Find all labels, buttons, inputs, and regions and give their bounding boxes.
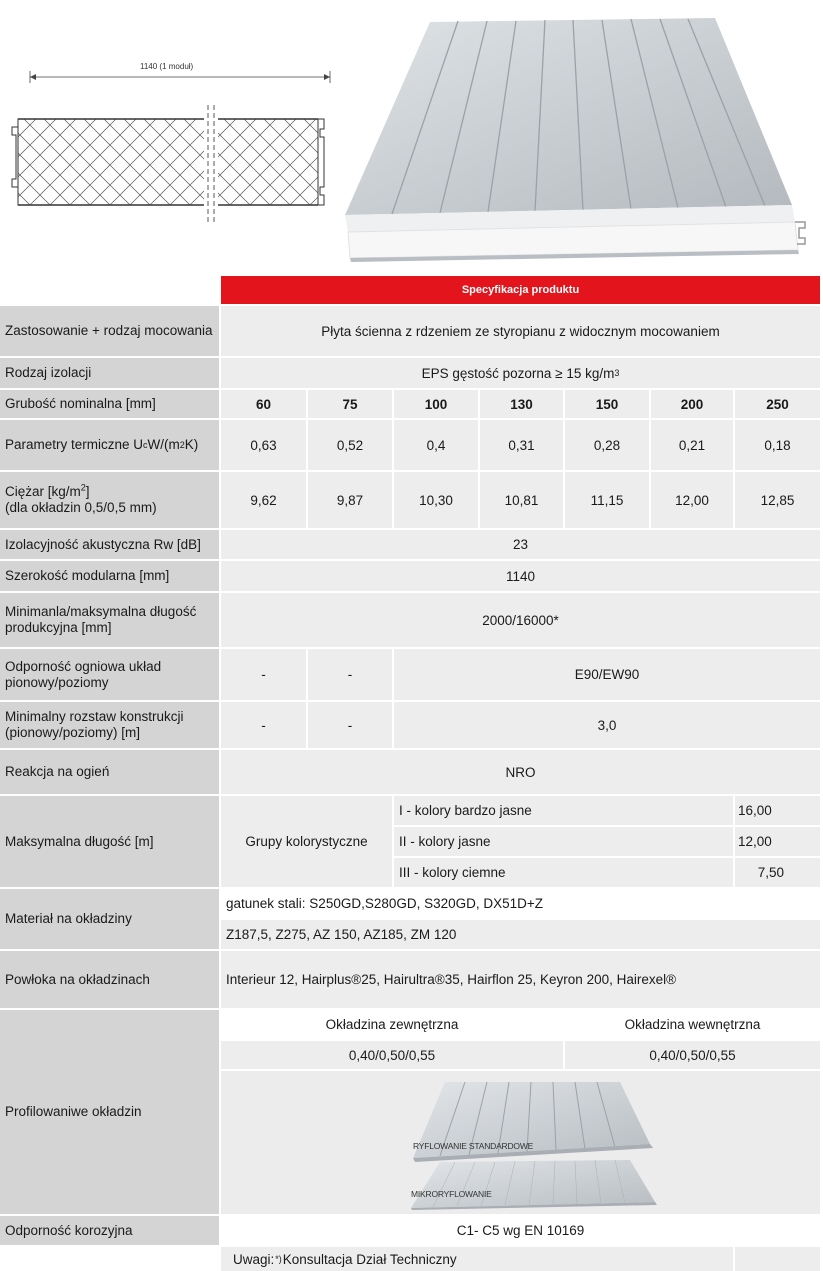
label-corrosion: Odporność korozyjna: [0, 1216, 219, 1245]
color-groups-label: Grupy kolorystyczne: [221, 796, 392, 887]
value-insulation: EPS gęstość pozorna ≥ 15 kg/m 3: [221, 358, 820, 388]
value-coating: Interieur 12, Hairplus®25, Hairultra®35, Hairflon 25, Keyron 200, Hairexel®: [221, 951, 820, 1008]
value-fire-resistance: E90/EW90: [394, 649, 820, 700]
value-corrosion: C1- C5 wg EN 10169: [221, 1216, 820, 1245]
fire-resistance-dash: -: [221, 649, 306, 700]
label-fire-resistance: Odporność ogniowa układ pionowy/poziomy: [0, 649, 219, 700]
label-profiling: Profilowaniwe okładzin: [0, 1010, 219, 1214]
thickness-value: 150: [565, 390, 649, 418]
thermal-value: 0,18: [735, 420, 820, 470]
dimension-label: 1140 (1 moduł): [140, 62, 194, 71]
label-acoustic: Izolacyjność akustyczna Rw [dB]: [0, 530, 219, 559]
thickness-value: 75: [308, 390, 392, 418]
profiling-label-micro: MIKRORYFLOWANIE: [411, 1189, 492, 1199]
profiling-label-standard: RYFLOWANIE STANDARDOWE: [413, 1141, 534, 1151]
value-acoustic: 23: [221, 530, 820, 559]
label-thickness: Grubość nominalna [mm]: [0, 390, 219, 418]
weight-value: 9,62: [221, 472, 306, 528]
sandwich-panel-image: [340, 0, 823, 262]
color-group-name: III - kolory ciemne: [394, 858, 733, 887]
value-material-line1: gatunek stali: S250GD,S280GD, S320GD, DX51D+Z: [221, 889, 820, 918]
thermal-value: 0,63: [221, 420, 306, 470]
color-group-name: I - kolory bardzo jasne: [394, 796, 733, 825]
outer-facing-label: Okładzina zewnętrzna: [221, 1010, 563, 1039]
panel-cross-section-drawing: [0, 55, 340, 230]
label-application: Zastosowanie + rodzaj mocowania: [0, 306, 219, 356]
label-coating: Powłoka na okładzinach: [0, 951, 219, 1008]
thickness-value: 200: [651, 390, 733, 418]
label-weight: Ciężar $[kg/m^2]$ (dla okładzin 0,5/0,5 mm): [0, 472, 219, 528]
thermal-value: 0,4: [394, 420, 478, 470]
thickness-value: 130: [480, 390, 563, 418]
color-group-name: II - kolory jasne: [394, 827, 733, 856]
color-group-value: 16,00: [735, 796, 820, 825]
color-group-value: 7,50: [735, 858, 820, 887]
inner-facing-label: Okładzina wewnętrzna: [565, 1010, 820, 1039]
label-material: Materiał na okładziny: [0, 889, 219, 949]
weight-value: 10,30: [394, 472, 478, 528]
value-min-spacing: 3,0: [394, 702, 820, 748]
min-spacing-dash: -: [221, 702, 306, 748]
label-thermal: Parametry termiczne U c W/(m 2 K): [0, 420, 219, 470]
value-modular-width: 1140: [221, 561, 820, 591]
note-empty-cell: [735, 1247, 820, 1271]
weight-value: 12,00: [651, 472, 733, 528]
weight-value: 12,85: [735, 472, 820, 528]
min-spacing-dash: -: [308, 702, 392, 748]
value-application: Płyta ścienna z rdzeniem ze styropianu z widocznym mocowaniem: [221, 306, 820, 356]
thermal-value: 0,31: [480, 420, 563, 470]
thickness-value: 250: [735, 390, 820, 418]
spec-header: Specyfikacja produktu: [221, 276, 820, 304]
value-material-line2: Z187,5, Z275, AZ 150, AZ185, ZM 120: [221, 920, 820, 949]
outer-facing-value: 0,40/0,50/0,55: [221, 1041, 563, 1069]
value-production-length: 2000/16000*: [221, 593, 820, 647]
weight-value: 10,81: [480, 472, 563, 528]
value-fire-reaction: NRO: [221, 750, 820, 794]
fire-resistance-dash: -: [308, 649, 392, 700]
label-min-spacing: Minimalny rozstaw konstrukcji (pionowy/poziomy) [m]: [0, 702, 219, 748]
label-production-length: Minimanla/maksymalna długość produkcyjna [mm]: [0, 593, 219, 647]
inner-facing-value: 0,40/0,50/0,55: [565, 1041, 820, 1069]
thickness-value: 100: [394, 390, 478, 418]
label-max-length: Maksymalna długość [m]: [0, 796, 219, 887]
thickness-value: 60: [221, 390, 306, 418]
color-group-value: 12,00: [735, 827, 820, 856]
label-insulation: Rodzaj izolacji: [0, 358, 219, 388]
note: Uwagi: *) Konsultacja Dział Techniczny: [221, 1247, 733, 1271]
thermal-value: 0,28: [565, 420, 649, 470]
thermal-value: 0,52: [308, 420, 392, 470]
label-modular-width: Szerokość modularna [mm]: [0, 561, 219, 591]
label-fire-reaction: Reakcja na ogień: [0, 750, 219, 794]
thermal-value: 0,21: [651, 420, 733, 470]
weight-value: 11,15: [565, 472, 649, 528]
weight-value: 9,87: [308, 472, 392, 528]
